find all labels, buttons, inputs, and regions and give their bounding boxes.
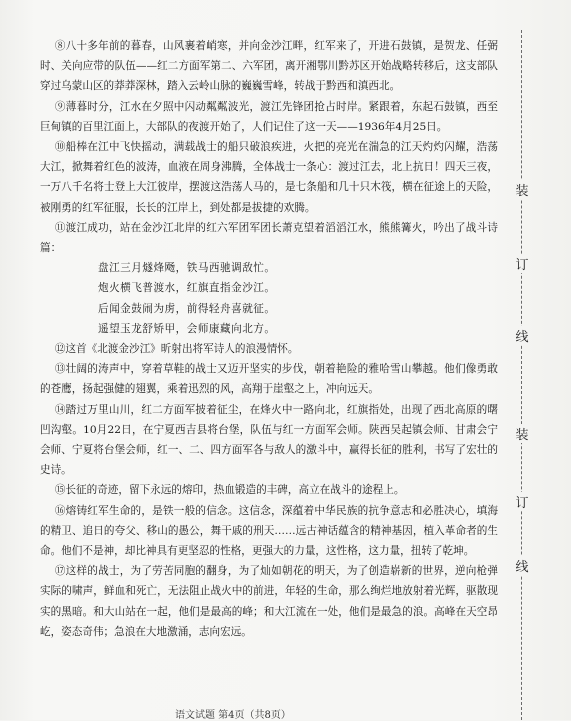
paragraph-8: ⑧八十多年前的暮春，山风裹着峭寒，并向金沙江畔，红军来了，开进石鼓镇，是贺龙、任弼时、关向应带的队伍——红二方面军第二、六军团，离开湘鄂川黔苏区开始战略转移后，这支部队穿过乌蒙山区的莽莽深林，踏入云岭山脉的巍巍雪峰，转战于黔西和滇西北。 xyxy=(40,40,498,93)
poem-line-2: 炮火横飞普渡水，红旗直指金沙江。 xyxy=(98,282,276,295)
paragraph-17: ⑰这样的战士，为了劳苦同胞的翻身，为了灿如朝花的明天，为了创造崭新的世界，逆向枪弹实际的啸声，鲜血和死亡，无法阻止战火中的前进，年轻的生命，那么绚烂地放射着光辉，驱散现实的黑暗。和大山站在一起，他们是最高的峰；和大江流在一处，他们是最急的浪。高峰在天空昂屹，姿态奇伟；急浪在大地激涌，志向宏远。 xyxy=(40,565,498,638)
poem-line-1: 盘江三月燧烽飏，铁马西驰调敌忙。 xyxy=(98,262,276,275)
binding-label-zhuang: 装 xyxy=(515,180,529,199)
page-footer: 语文试题 第4页（共8页） xyxy=(175,710,291,721)
poem-line-3: 后闻金鼓闹为虏，前得轻舟喜就征。 xyxy=(98,302,276,315)
binding-label-zhuang-2: 装 xyxy=(515,424,529,443)
binding-label-ding: 订 xyxy=(515,254,529,273)
poem-block xyxy=(40,258,498,339)
binding-label-ding-2: 订 xyxy=(515,492,529,511)
paragraph-15: ⑮长征的奇迹，留下永远的熔印，热血锻造的丰碑，高立在战斗的途程上。 xyxy=(54,484,405,497)
binding-label-xian-2: 线 xyxy=(515,556,529,575)
poem-line-4: 遥望玉龙舒矫甲，会师康藏向北方。 xyxy=(98,322,276,335)
paragraph-14: ⑭踏过万里山川，红二方面军披着征尘，在烽火中一路向北，红旗指处，出现了西北高原的曙凹沟壑。10月22日，在宁夏西吉县将台堡，队伍与红一方面军会师。陕西吴起镇会师、甘肃会宁会师、宁夏将台堡会师，红一、二、四方面军各与敌人的激斗中，赢得长征的胜利，书写了宏壮的史诗。 xyxy=(40,403,498,477)
paragraph-10: ⑩船棒在江中飞快摇动，满载战士的船只破浪疾进，火把的亮光在湍急的江天灼灼闪耀，浩荡大江，掀舞着红色的波涛，血液在周身沸腾，全体战士一条心：渡过江去，北上抗日！四天三夜，一万八千名将士登上大江彼岸，摆渡这浩荡人马的，是七条船和几十只木筏，横在征途上的天险，被刚勇的红军征服，长长的江岸上，到处都是拔捷的欢腾。 xyxy=(40,141,498,214)
paragraph-12: ⑫这首《北渡金沙江》昕射出将军诗人的浪漫情怀。 xyxy=(54,343,299,356)
paragraph-9: ⑨薄暮时分，江水在夕照中闪动粼粼波光，渡江先锋团抢占时岸。紧跟着，东起石鼓镇，西至巨甸镇的百里江面上，大部队的夜渡开始了，人们记住了这一天——1936年4月25日。 xyxy=(40,100,498,133)
paragraph-13: ⑬壮阔的涛声中，穿着草鞋的战士又迈开坚实的步伐，朝着艳险的雅哈雪山攀越。他们像勇敢的苍鹰，扬起强健的翅翼，乘着迅烈的风，高翔于崖壑之上，冲向远天。 xyxy=(40,363,498,396)
paragraph-11: ⑪渡江成功，站在金沙江北岸的红六军团军团长萧克望着滔滔江水，熊熊篝火，吟出了战斗诗篇： xyxy=(40,221,498,255)
binding-label-xian: 线 xyxy=(515,326,529,345)
binding-dashed-line xyxy=(521,30,522,720)
paragraph-16: ⑯熔铸红军生命的，是铁一般的信念。这信念，深蕴着中华民族的抗争意志和必胜决心，填海的精卫、追日的夸父、移山的愚公，舞干戚的刑天……远古神话蕴含的精神基因，植入革命者的生命。他们不是神，却比神具有更坚忍的性格，更强大的力量，这性格，这力量，扭转了乾坤。 xyxy=(40,504,498,558)
article-body xyxy=(40,36,498,642)
